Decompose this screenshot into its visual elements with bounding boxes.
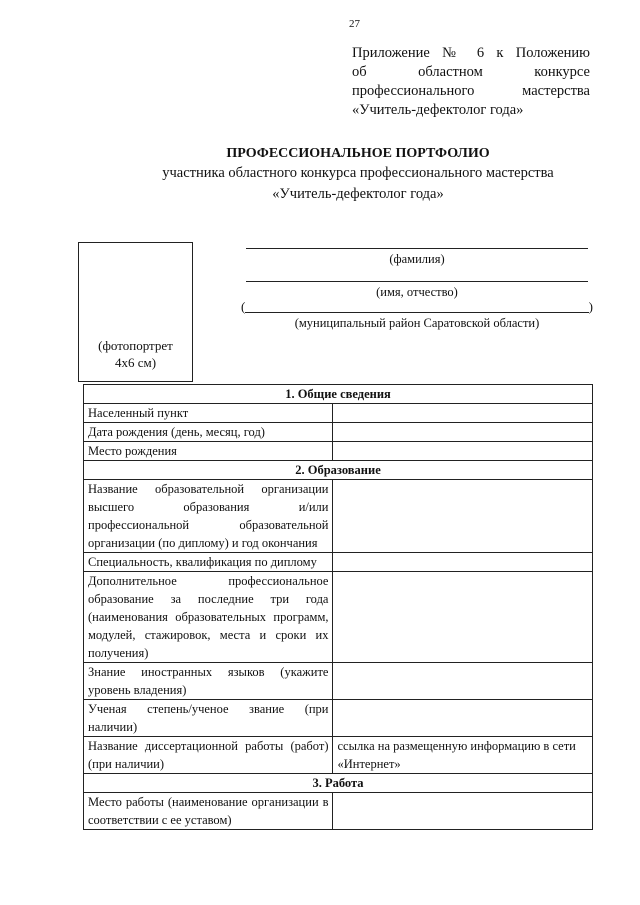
name-line bbox=[246, 277, 588, 282]
appendix-reference bbox=[352, 44, 590, 120]
name-caption: (имя, отчество) bbox=[376, 285, 458, 299]
paren-close: ) bbox=[588, 299, 593, 314]
photo-caption-line-1: (фотопортрет bbox=[98, 338, 173, 353]
row-value[interactable]: ссылка на размещенную информацию в сети «Интернет» bbox=[333, 737, 593, 774]
row-label: Дата рождения (день, месяц, год) bbox=[84, 423, 333, 442]
portfolio-table bbox=[83, 384, 593, 830]
section-education: 2. Образование bbox=[84, 461, 593, 480]
table-row bbox=[84, 793, 593, 830]
document-subtitle-1: участника областного конкурса профессионального мастерства bbox=[162, 165, 554, 181]
row-value[interactable] bbox=[333, 572, 593, 663]
table-row bbox=[84, 442, 593, 461]
section-general: 1. Общие сведения bbox=[84, 385, 593, 404]
appendix-line-2: об областном конкурсе bbox=[352, 64, 590, 80]
surname-line bbox=[246, 244, 588, 249]
appendix-line-3: профессионального мастерства bbox=[352, 83, 590, 99]
table-row bbox=[84, 700, 593, 737]
row-label: Название диссертационной работы (работ) (при наличии) bbox=[84, 737, 333, 774]
table-row bbox=[84, 553, 593, 572]
row-label: Специальность, квалификация по диплому bbox=[84, 553, 333, 572]
photo-placeholder bbox=[78, 242, 193, 382]
document-header bbox=[0, 146, 640, 204]
row-label: Ученая степень/ученое звание (при наличии) bbox=[84, 700, 333, 737]
table-row bbox=[84, 663, 593, 700]
page-number: 27 bbox=[349, 18, 360, 30]
appendix-line-1: Приложение № 6 к Положению bbox=[352, 45, 590, 61]
name-field[interactable] bbox=[246, 277, 588, 300]
table-row bbox=[84, 572, 593, 663]
row-label: Дополнительное профессиональное образование за последние три года (наименования образовательных программ, модулей, стажировок, места и сроки их получения) bbox=[84, 572, 333, 663]
surname-caption: (фамилия) bbox=[389, 252, 445, 266]
section-header-row bbox=[84, 774, 593, 793]
photo-caption bbox=[79, 337, 192, 371]
district-caption: (муниципальный район Саратовской области) bbox=[294, 316, 540, 330]
row-label: Место рождения bbox=[84, 442, 333, 461]
district-field[interactable] bbox=[241, 301, 593, 331]
paren-open: ( bbox=[241, 299, 246, 314]
photo-caption-line-2: 4х6 см) bbox=[114, 355, 157, 370]
row-value[interactable] bbox=[333, 423, 593, 442]
section-work: 3. Работа bbox=[84, 774, 593, 793]
table-row bbox=[84, 737, 593, 774]
table-row bbox=[84, 480, 593, 553]
row-value[interactable] bbox=[333, 663, 593, 700]
row-value[interactable] bbox=[333, 793, 593, 830]
section-header-row bbox=[84, 461, 593, 480]
row-label: Населенный пункт bbox=[84, 404, 333, 423]
table-row bbox=[84, 404, 593, 423]
district-line bbox=[245, 302, 588, 313]
row-label: Знание иностранных языков (укажите уровень владения) bbox=[84, 663, 333, 700]
row-value[interactable] bbox=[333, 404, 593, 423]
surname-field[interactable] bbox=[246, 244, 588, 267]
row-value[interactable] bbox=[333, 700, 593, 737]
row-label: Название образовательной организации высшего образования и/или профессиональной образовательной организации (по диплому) и год окончания bbox=[84, 480, 333, 553]
table-row bbox=[84, 423, 593, 442]
appendix-line-4: «Учитель-дефектолог года» bbox=[352, 102, 524, 118]
document-title: ПРОФЕССИОНАЛЬНОЕ ПОРТФОЛИО bbox=[226, 146, 490, 161]
section-header-row bbox=[84, 385, 593, 404]
document-subtitle-2: «Учитель-дефектолог года» bbox=[272, 186, 444, 202]
row-value[interactable] bbox=[333, 442, 593, 461]
row-value[interactable] bbox=[333, 480, 593, 553]
row-value[interactable] bbox=[333, 553, 593, 572]
row-label: Место работы (наименование организации в соответствии с ее уставом) bbox=[84, 793, 333, 830]
